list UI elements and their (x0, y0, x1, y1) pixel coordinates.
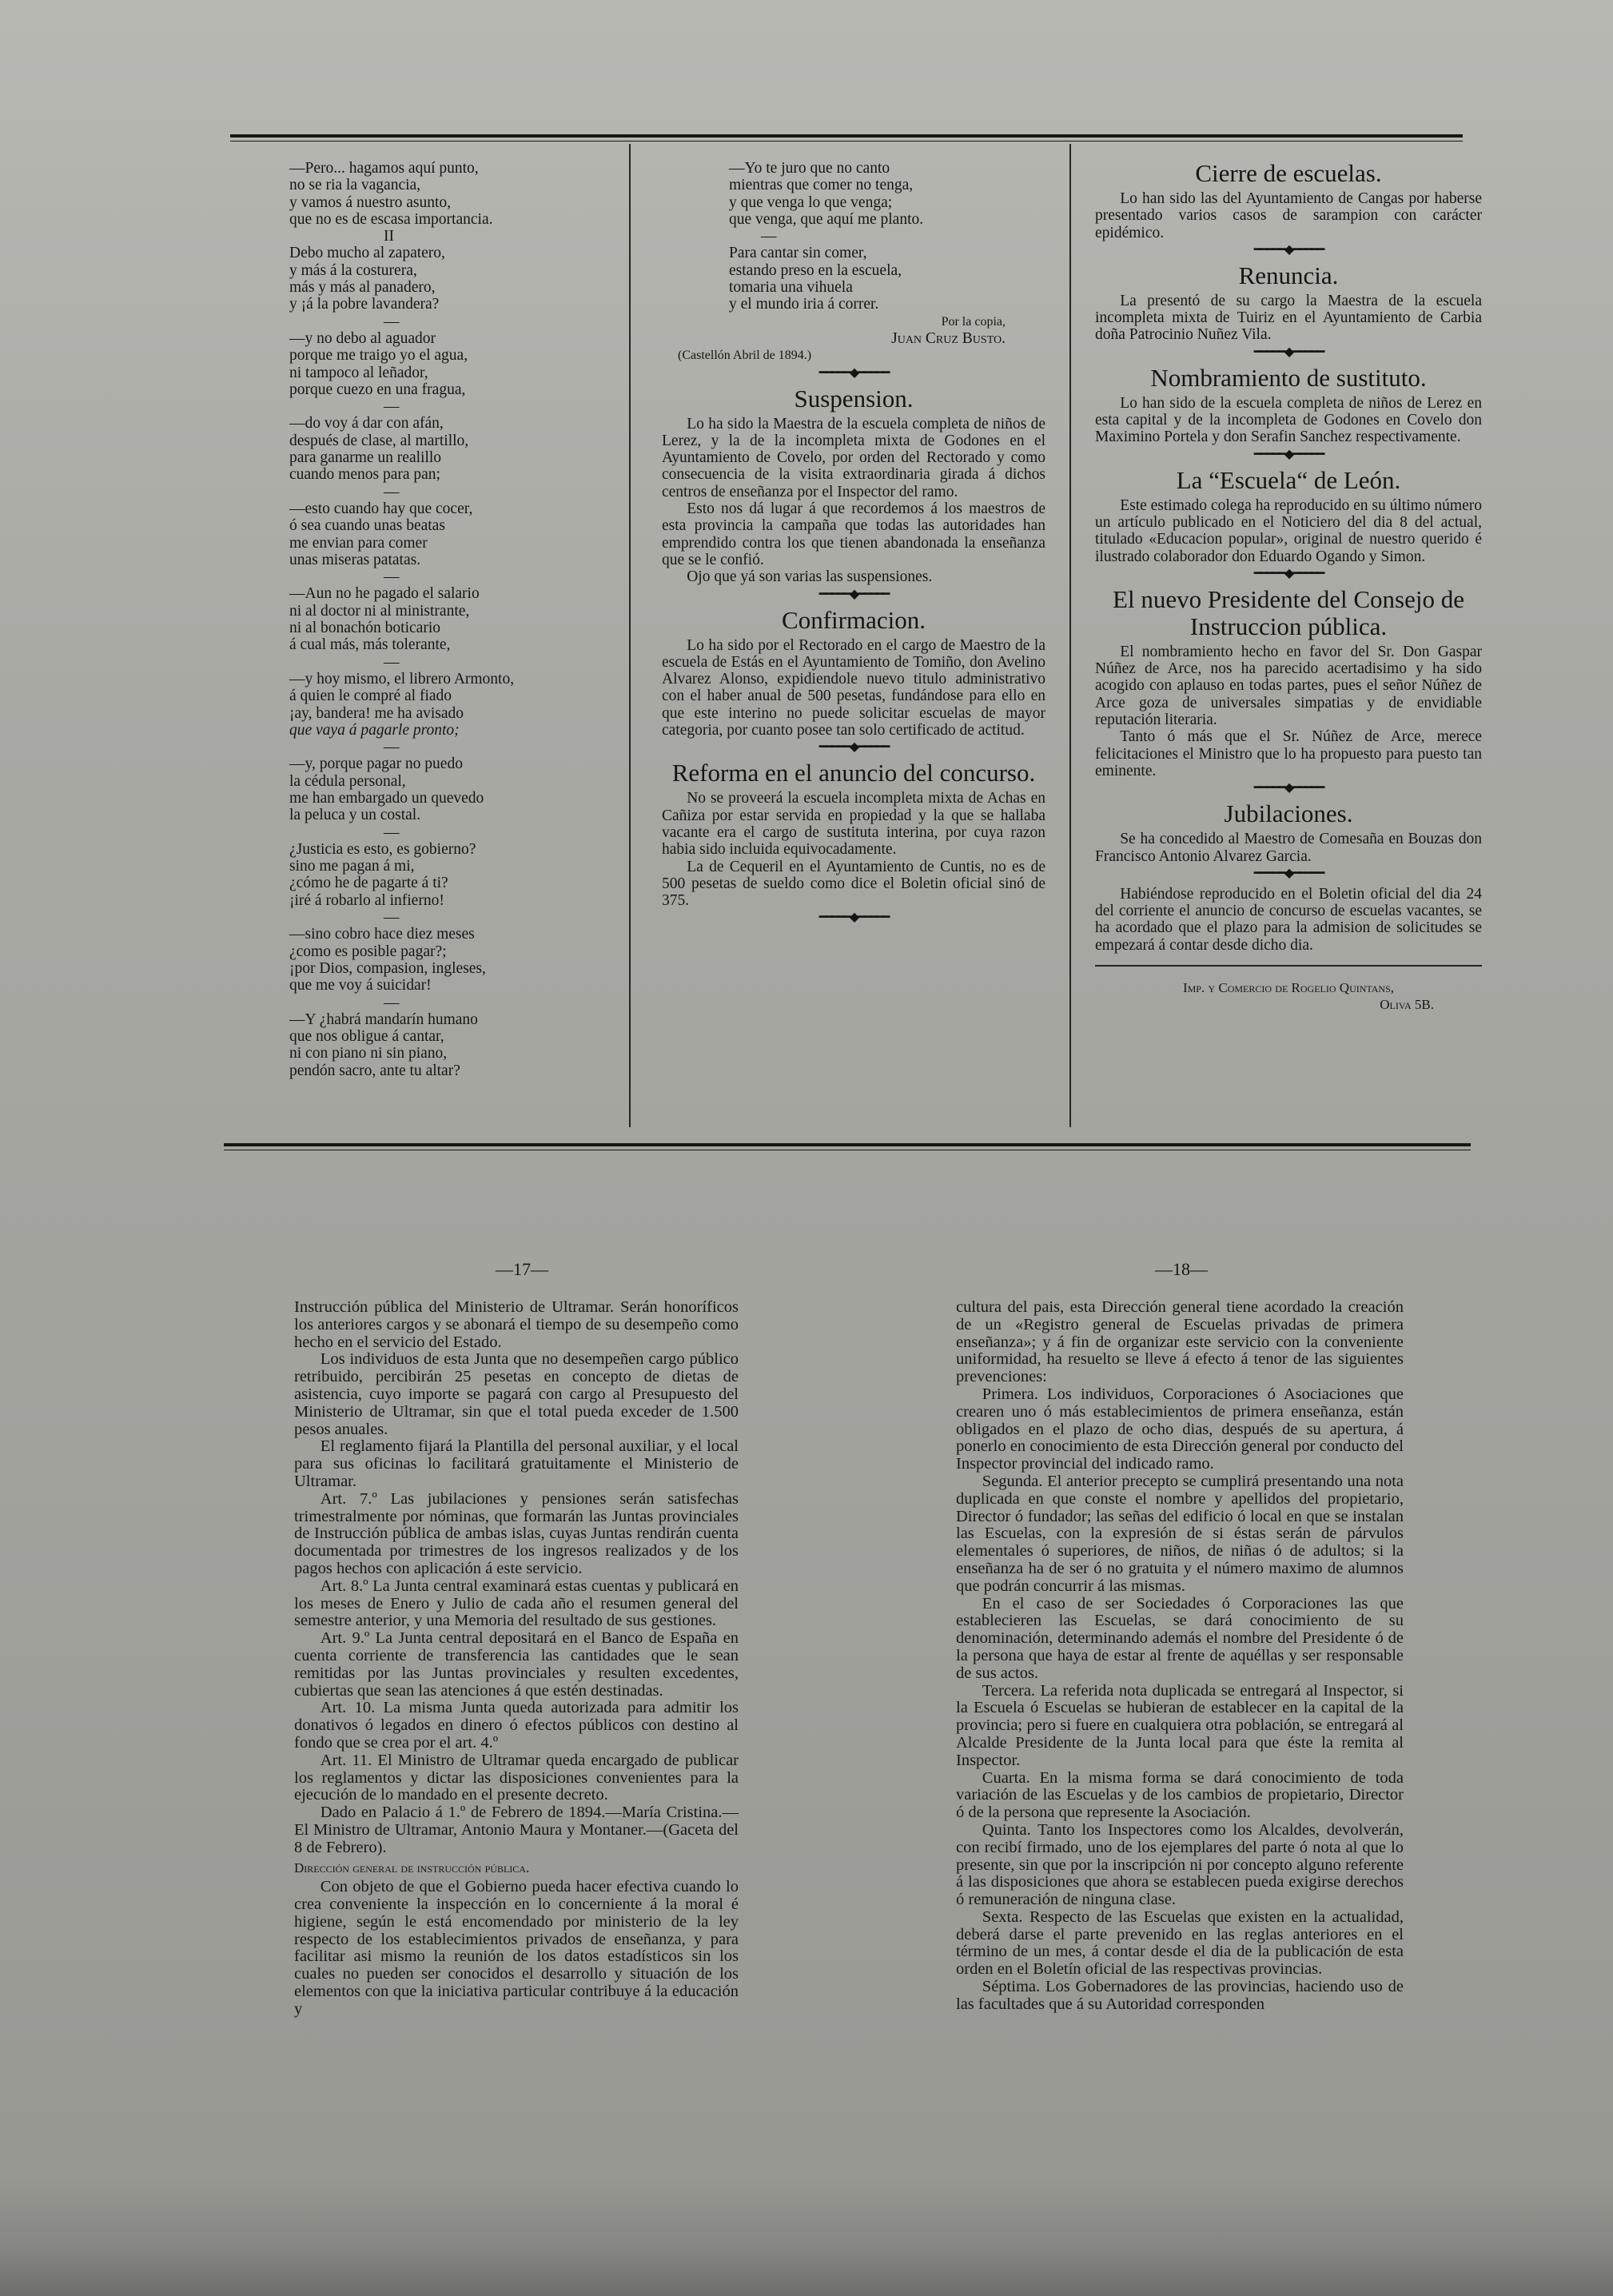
verse-line: para ganarme un realillo (289, 449, 442, 467)
column-separator-2 (1069, 144, 1071, 1127)
stanza-divider: — (384, 653, 400, 671)
verse-line: —y no debo al aguador (289, 329, 436, 347)
ornament-divider: ━━━━━◆━━━━━ (818, 911, 889, 925)
verse-line: ¿como es posible pagar?; (289, 943, 447, 960)
verse-section-number: II (384, 228, 394, 245)
stanza-divider: — (761, 228, 777, 245)
poem-ending (662, 160, 1045, 313)
ornament-divider: ━━━━━◆━━━━━ (818, 740, 889, 755)
top-rule-thin (230, 141, 1463, 142)
jubilaciones-heading: Jubilaciones. (1224, 799, 1353, 828)
decree-paragraph: Art. 7.º Las jubilaciones y pensiones serán satisfechas trimestralmente por nóminas, que formarán las Juntas provinciales de Instrucción pública de ambas islas, cuyas Juntas rendirán cuenta documentada por trimestres de los ingresos realizados y de los pagos hechos con aplicación á este servicio. (294, 1489, 739, 1577)
verse-line: después de clase, al martillo, (289, 432, 469, 449)
suspension-heading: Suspension. (794, 384, 914, 413)
ornament-divider: ━━━━━◆━━━━━ (818, 587, 889, 601)
reforma-heading: Reforma en el anuncio del concurso. (671, 759, 1036, 787)
decree-paragraph: Segunda. El anterior precepto se cumplirá presentando una nota duplicada en que conste el nombre y apellidos del propietario, Director ó fundador; las señas del edificio ó local en que se instalan las Escuelas, con la expresión de si éstas serán de párvulos elementales ó superiores, de niños, de niñas ó de adultos; si la enseñanza ha de ser ó no gratuita y el número maximo de alumnos que podrán concurrir á las mismas. (956, 1472, 1404, 1595)
suspension-paragraph: Lo ha sido la Maestra de la escuela completa de niños de Lerez, y la de la incompleta mixta de Godones en el Ayuntamiento de Covelo, por orden del Rectorado y como consecuencia de la visita extraordinaria girada á dichos centros de enseñanza por el Inspector del ramo. (662, 415, 1045, 500)
ornament-divider: ━━━━━◆━━━━━ (1253, 345, 1324, 359)
verse-line: la cédula personal, (289, 772, 406, 790)
top-rule (230, 134, 1463, 138)
verse-line: —sino cobro hace diez meses (289, 926, 475, 943)
confirmacion-paragraph: Lo ha sido por el Rectorado en el cargo de Maestro de la escuela de Estás en el Ayuntamiento de Tomiño, don Avelino Alvarez Alonso, expidiendole nuevo titulo administrativo con el haber anual de 500 pesetas, fundándose para ello en que este interino no puede solicitar escuelas de mayor categoria, por cuanto posee tan solo certificado de actitud. (662, 636, 1045, 739)
stanza-divider: — (384, 994, 400, 1011)
verse-line: á cual más, más tolerante, (289, 636, 451, 654)
column-separator-1 (629, 144, 631, 1127)
imprint-line: Oliva 5B. (1380, 997, 1434, 1013)
copy-note: Por la copia, (941, 314, 1006, 329)
stanza-divider: — (384, 313, 400, 330)
page-number-left: —17— (496, 1259, 548, 1279)
verse-line: —Y ¿habrá mandarín humano (289, 1010, 478, 1028)
verse-line: pendón sacro, ante tu altar? (289, 1062, 460, 1079)
stanza-divider: — (384, 739, 400, 756)
verse-line: —esto cuando hay que cocer, (289, 500, 473, 517)
verse-line: y que venga lo que venga; (729, 193, 893, 211)
verse-line: y ¡á la pobre lavandera? (289, 296, 440, 313)
stanza-divider: — (384, 568, 400, 586)
verse-line: Para cantar sin comer, (729, 245, 867, 262)
decree-paragraph: El reglamento fijará la Plantilla del personal auxiliar, y el local para sus oficinas lo facilitará gratuitamente el Ministerio de Ultramar. (294, 1437, 739, 1490)
verse-line: ni con piano ni sin piano, (289, 1045, 448, 1062)
decree-paragraph: Dado en Palacio á 1.º de Febrero de 1894.—María Cristina.—El Ministro de Ultramar, Antonio Maura y Montaner.—(Gaceta del 8 de Febrero). (294, 1804, 739, 1856)
verse-line: mientras que comer no tenga, (729, 177, 914, 194)
leon-heading: La “Escuela“ de León. (1176, 465, 1401, 494)
verse-line: á quien le compré al fiado (289, 688, 452, 705)
verse-line: ni al bonachón boticario (289, 620, 440, 637)
presidente-paragraph: Tanto ó más que el Sr. Núñez de Arce, merece felicitaciones el Ministro que lo ha propuesto para puesto tan eminente. (1095, 728, 1482, 779)
lower-left-column (294, 1299, 739, 2019)
verse-line: que me voy á suicidar! (289, 977, 432, 995)
stanza-divider: — (384, 823, 400, 841)
decree-paragraph: Art. 8.º La Junta central examinará estas cuentas y publicará en los meses de Enero y Julio de cada año el resumen general del semestre anterior, y una Memoria del resultado de sus gestiones. (294, 1577, 739, 1630)
lower-right-column (956, 1299, 1404, 2014)
decree-paragraph: Primera. Los individuos, Corporaciones ó Asociaciones que crearen uno ó más establecimientos de primera enseñanza, están obligados en el plazo de ocho dias, después de su apertura, á ponerlo en conocimiento de esta Dirección general por conducto del Inspector provincial del indicado ramo. (956, 1385, 1404, 1473)
verse-line: ¡ay, bandera! me ha avisado (289, 704, 464, 722)
nombramiento-paragraph: Lo han sido de la escuela completa de niños de Lerez en esta capital y de la incompleta de Godones en Covelo don Maximino Portela y don Serafin Sanchez respectivamente. (1095, 394, 1482, 446)
decree-paragraph: Sexta. Respecto de las Escuelas que existen en la actualidad, deberá darse el parte prevenido en las reglas anteriores en el término de un mes, á contar desde el dia de la publicación de esta orden en el Boletín oficial de las respectivas provincias. (956, 1907, 1404, 1979)
ornament-divider: ━━━━━◆━━━━━ (1253, 447, 1324, 461)
verse-line: —y hoy mismo, el librero Armonto, (289, 670, 515, 688)
decree-paragraph: Instrucción pública del Ministerio de Ultramar. Serán honoríficos los anteriores cargos y se abonará el tiempo de su desempeño como hecho en el servicio del Estado. (294, 1298, 739, 1351)
verse-line: ni al doctor ni al ministrante, (289, 602, 470, 620)
ornament-divider: ━━━━━◆━━━━━ (1253, 781, 1324, 795)
imprint-rule (1095, 965, 1482, 967)
nombramiento-heading: Nombramiento de sustituto. (1150, 363, 1427, 392)
verse-line: y más á la costurera, (289, 261, 417, 279)
suspension-paragraph: Ojo que yá son varias las suspensiones. (687, 568, 933, 586)
bottom-rule (224, 1143, 1471, 1146)
verse-line: estando preso en la escuela, (729, 261, 902, 279)
verse-line: ni tampoco al leñador, (289, 364, 428, 381)
middle-column (662, 160, 1045, 927)
verse-line: —do voy á dar con afán, (289, 415, 444, 432)
decree-paragraph: Art. 9.º La Junta central depositará en el Banco de España en cuenta corriente de transferencia las cantidades que le sean remitidas por las Juntas provinciales y resulten excedentes, cubiertas que sean las atenciones á que estén destinadas. (294, 1629, 739, 1700)
verse-line: porque me traigo yo el agua, (289, 347, 468, 365)
presidente-heading: El nuevo Presidente del Consejo de Instruccion pública. (1113, 584, 1464, 640)
verse-line: que no es de escasa importancia. (289, 210, 493, 228)
stanza-divider: — (384, 398, 400, 416)
decree-paragraph: Cuarta. En la misma forma se dará conocimiento de toda variación de las Escuelas y de los cambios de propietario, Director ó de la persona que represente la Asociación. (956, 1768, 1404, 1822)
torn-edge-shading (0, 2174, 1613, 2296)
verse-line: no se ria la vagancia, (289, 177, 421, 194)
verse-line: que venga, que aquí me planto. (729, 210, 924, 228)
verse-line: cuando menos para pan; (289, 466, 440, 484)
decree-paragraph: Los individuos de esta Junta que no desempeñen cargo público retribuido, percibirán 25 pesetas en concepto de dietas de asistencia, cuyo importe se pagará con cargo al Presupuesto del Ministerio de Ultramar, sin que el total pueda exceder de 1.500 pesos anuales. (294, 1350, 739, 1438)
page-number-right: —18— (1155, 1259, 1208, 1279)
verse-line: y vamos á nuestro asunto, (289, 193, 452, 211)
verse-line: ¿cómo he de pagarte á ti? (289, 875, 448, 892)
decree-paragraph: Art. 11. El Ministro de Ultramar queda encargado de publicar los reglamentos y dictar las disposiciones convenientes para la ejecución de lo mandado en el presente decreto. (294, 1751, 739, 1804)
renuncia-paragraph: La presentó de su cargo la Maestra de la escuela incompleta mixta de Tuiriz en el Ayuntamiento de Carbia doña Patrocinio Nuñez Vila. (1095, 292, 1482, 344)
imprint-line: Imp. y Comercio de Rogelio Quintans, (1182, 980, 1395, 996)
verse-line: me han embargado un quevedo (289, 789, 484, 807)
poem-signature: Juan Cruz Busto. (891, 329, 1006, 347)
presidente-paragraph: El nombramiento hecho en favor del Sr. Don Gaspar Núñez de Arce, nos ha parecido acertadisimo y ha sido acogido con aplauso en todas partes, pues el señor Núñez de Arce goza de universales simpatias y de envidiable reputación literaria. (1095, 643, 1482, 729)
direccion-heading: Dirección general de instrucción pública. (294, 1860, 530, 1875)
stanza-divider: — (384, 909, 400, 927)
verse-line: —Pero... hagamos aquí punto, (289, 160, 479, 177)
verse-line: más y más al panadero, (289, 279, 436, 297)
decree-paragraph: Con objeto de que el Gobierno pueda hacer efectiva cuando lo crea conveniente la inspección en lo concerniente á la moral é higiene, según le está encomendado por ministerio de la ley respecto de los establecimientos privados de enseñanza, y para facilitar asi mismo la reunión de los datos estadísticos sin los cuales no pueden ser conocidos el desarrollo y situación de los elementos con que la iniciativa particular contribuye á la educación y (294, 1878, 739, 2018)
decree-paragraph: Séptima. Los Gobernadores de las provincias, haciendo uso de las facultades que á su Autoridad corresponden (956, 1978, 1404, 2013)
verse-line: la peluca y un costal. (289, 807, 421, 824)
right-column (1095, 157, 1482, 1014)
verse-line: y el mundo iria á correr. (729, 296, 879, 313)
leon-paragraph: Este estimado colega ha reproducido en su último número un artículo publicado en el Noticiero del dia 8 del actual, titulado «Educacion popular», original de nuestro querido é ilustrado colaborador don Eduardo Ogando y Simon. (1095, 496, 1482, 565)
verse-line: me envian para comer (289, 534, 428, 552)
verse-line: ¡por Dios, compasion, ingleses, (289, 959, 486, 977)
confirmacion-heading: Confirmacion. (782, 605, 926, 634)
reforma-paragraph: No se proveerá la escuela incompleta mixta de Achas en Cañiza por estar servida en propiedad y la que se hallaba vacante era el cargo de sustituta interina, por cuya razon habia sido incluida equivocadamente. (662, 790, 1045, 859)
verse-line: sino me pagan á mi, (289, 858, 415, 875)
verse-line: Debo mucho al zapatero, (289, 245, 445, 262)
cierre-heading: Cierre de escuelas. (1195, 159, 1382, 187)
decree-paragraph: En el caso de ser Sociedades ó Corporaciones las que establecieren las Escuelas, se dará conocimiento de su denominación, determinando además el nombre del Presidente ó de la persona que haya de estar al frente de aquéllas y ser responsable de sus actos. (956, 1594, 1404, 1682)
verse-line: tomaria una vihuela (729, 279, 853, 297)
verse-line: —Yo te juro que no canto (729, 160, 890, 177)
stanza-divider: — (384, 483, 400, 500)
decree-paragraph: Quinta. Tanto los Inspectores como los Alcaldes, devolverán, con recibí firmado, uno de los ejemplares del parte ó nota al que lo presente, sin que por la inscripción ni por concepto alguno referente á las disposiciones que ahora se establecen pueda exigirse derechos ó remuneración de ninguna clase. (956, 1820, 1404, 1909)
verse-line: que vaya á pagarle pronto; (289, 721, 460, 739)
ornament-divider: ━━━━━◆━━━━━ (818, 365, 889, 380)
ornament-divider: ━━━━━◆━━━━━ (1253, 566, 1324, 580)
poem-column (289, 160, 609, 1079)
decree-paragraph: cultura del pais, esta Dirección general tiene acordado la creación de un «Registro general de Escuelas privadas de primera enseñanza»; y á fin de organizar este servicio con la conveniente uniformidad, ha resuelto se lleve á efecto á tenor de las siguientes prevenciones: (956, 1298, 1404, 1386)
renuncia-heading: Renuncia. (1238, 261, 1339, 289)
verse-line: —y, porque pagar no puedo (289, 755, 463, 773)
ornament-divider: ━━━━━◆━━━━━ (1253, 242, 1324, 257)
decree-paragraph: Tercera. La referida nota duplicada se entregará al Inspector, si la Escuela ó Escuelas se hubieran de establecer en la capital de la provincia; pero si fuere en cualquiera otra población, se entregará al Alcalde Presidente de la Junta local para que éste la remita al Inspector. (956, 1681, 1404, 1769)
ornament-divider: ━━━━━◆━━━━━ (1253, 866, 1324, 880)
verse-line: unas miseras patatas. (289, 551, 421, 568)
verse-line: porque cuezo en una fragua, (289, 381, 466, 398)
verse-line: ¿Justicia es esto, es gobierno? (289, 840, 476, 858)
reforma-paragraph: La de Cequeril en el Ayuntamiento de Cuntis, no es de 500 pesetas de sueldo como dice el Boletin oficial sinó de 375. (662, 858, 1045, 910)
verse-line: que nos obligue á cantar, (289, 1028, 444, 1046)
verse-line: —Aun no he pagado el salario (289, 585, 480, 603)
poem-dateline: (Castellón Abril de 1894.) (678, 349, 812, 363)
decree-paragraph: Art. 10. La misma Junta queda autorizada para admitir los donativos ó legados en dinero ó efectos públicos con destino al fondo que se crea por el art. 4.º (294, 1699, 739, 1752)
jubilaciones-paragraph: Se ha concedido al Maestro de Comesaña en Bouzas don Francisco Antonio Alvarez Garcia. (1095, 831, 1482, 865)
verse-line: ó sea cuando unas beatas (289, 517, 445, 535)
habiendose-paragraph: Habiéndose reproducido en el Boletin oficial del dia 24 del corriente el anuncio de concurso de escuelas vacantes, se ha acordado que el plazo para la admision de solicitudes se empezará á contar desde dicho dia. (1095, 885, 1482, 954)
suspension-paragraph: Esto nos dá lugar á que recordemos á los maestros de esta provincia la campaña que todas las autoridades han emprendido contra los que tienen abandonada la enseñanza que se le confió. (662, 500, 1045, 568)
cierre-paragraph: Lo han sido las del Ayuntamiento de Cangas por haberse presentado varios casos de sarampion con carácter epidémico. (1095, 190, 1482, 241)
verse-line: ¡iré á robarlo al infierno! (289, 891, 444, 909)
